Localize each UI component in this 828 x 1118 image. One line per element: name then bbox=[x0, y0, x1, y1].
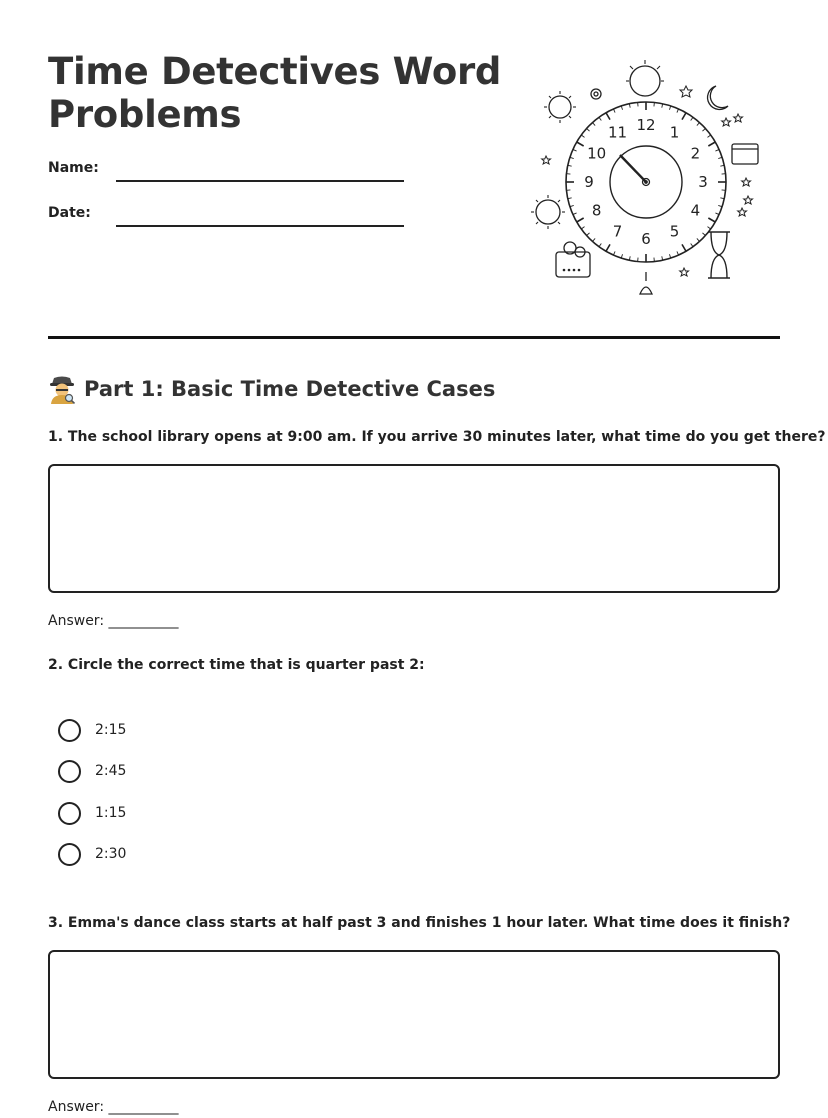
clock-tick bbox=[577, 142, 584, 146]
name-label: Name: bbox=[48, 160, 99, 176]
option-1-15[interactable] bbox=[58, 801, 126, 825]
clock-tick bbox=[606, 244, 610, 251]
clock-tick bbox=[577, 218, 584, 222]
clock-number: 3 bbox=[698, 173, 708, 191]
clock-tick bbox=[715, 149, 719, 151]
clock-tick bbox=[697, 238, 700, 241]
option-2-15[interactable] bbox=[58, 718, 126, 742]
clock-tick bbox=[573, 149, 577, 151]
radio-circle[interactable] bbox=[58, 760, 81, 783]
clock-number: 12 bbox=[636, 116, 656, 134]
clock-tick bbox=[669, 254, 670, 258]
clock-tick bbox=[715, 213, 719, 215]
radio-circle[interactable] bbox=[58, 802, 81, 825]
clock-tick bbox=[613, 251, 615, 255]
question-1: 1. The school library opens at 9:00 am. If you arrive 30 minutes later, what time do you get there? bbox=[48, 429, 826, 445]
question-3-work-box[interactable] bbox=[48, 950, 780, 1079]
clock-number: 6 bbox=[641, 230, 651, 248]
clock-tick bbox=[599, 243, 601, 246]
clock-tick bbox=[682, 113, 686, 120]
clock-tick bbox=[691, 243, 693, 246]
clock-tick bbox=[718, 205, 722, 206]
clock-tick bbox=[697, 123, 700, 126]
question-1-answer[interactable]: Answer: __________ bbox=[48, 613, 179, 629]
clock-tick bbox=[702, 128, 705, 131]
clock-number: 8 bbox=[591, 201, 602, 220]
clock-tick bbox=[677, 109, 679, 113]
clock-number: 1 bbox=[669, 123, 680, 142]
clock-tick bbox=[691, 117, 693, 120]
option-label: 2:30 bbox=[95, 846, 127, 862]
clock-tick bbox=[613, 109, 615, 113]
clock-tick bbox=[592, 123, 595, 126]
option-label: 2:15 bbox=[95, 722, 127, 738]
radio-circle[interactable] bbox=[58, 719, 81, 742]
date-line[interactable] bbox=[116, 225, 404, 227]
clock-tick bbox=[621, 254, 622, 258]
clock-number: 9 bbox=[584, 173, 594, 191]
clock-number: 10 bbox=[587, 144, 607, 163]
section-divider bbox=[48, 336, 780, 339]
clock-number: 4 bbox=[690, 201, 701, 220]
clock-number: 7 bbox=[612, 222, 623, 241]
clock-tick bbox=[599, 117, 601, 120]
question-2: 2. Circle the correct time that is quarter past 2: bbox=[48, 657, 425, 673]
title-line-2: Problems bbox=[48, 93, 242, 136]
name-line[interactable] bbox=[116, 180, 404, 182]
part1-heading-text: Part 1: Basic Time Detective Cases bbox=[84, 377, 496, 401]
clock-tick bbox=[570, 205, 574, 206]
clock-tick bbox=[621, 106, 622, 110]
option-label: 2:45 bbox=[95, 763, 127, 779]
clock-number: 11 bbox=[607, 123, 628, 142]
clock-tick bbox=[587, 233, 590, 236]
clock-tick bbox=[718, 157, 722, 158]
option-label: 1:15 bbox=[95, 805, 127, 821]
question-3-answer[interactable]: Answer: __________ bbox=[48, 1099, 179, 1115]
clock-tick bbox=[592, 238, 595, 241]
part1-heading bbox=[48, 374, 495, 404]
clock-illustration-icon bbox=[526, 56, 766, 300]
clock-number: 5 bbox=[669, 222, 680, 241]
clock-tick bbox=[581, 227, 584, 229]
clock-tick bbox=[669, 106, 670, 110]
radio-circle[interactable] bbox=[58, 843, 81, 866]
clock-tick bbox=[587, 128, 590, 131]
question-1-work-box[interactable] bbox=[48, 464, 780, 593]
name-field[interactable] bbox=[48, 160, 408, 184]
clock-tick bbox=[707, 135, 710, 137]
option-2-30[interactable] bbox=[58, 842, 126, 866]
clock-tick bbox=[707, 227, 710, 229]
clock-tick bbox=[702, 233, 705, 236]
detective-icon bbox=[48, 374, 76, 404]
clock-tick bbox=[581, 135, 584, 137]
clock-tick bbox=[606, 113, 610, 120]
worksheet-title bbox=[48, 50, 518, 136]
clock-tick bbox=[677, 251, 679, 255]
date-field[interactable] bbox=[48, 205, 408, 229]
date-label: Date: bbox=[48, 205, 91, 221]
clock-tick bbox=[682, 244, 686, 251]
clock-tick bbox=[570, 157, 574, 158]
clock-tick bbox=[708, 142, 715, 146]
question-3: 3. Emma's dance class starts at half past 3 and finishes 1 hour later. What time does it finish? bbox=[48, 915, 791, 931]
clock-tick bbox=[708, 218, 715, 222]
clock-tick bbox=[573, 213, 577, 215]
clock-number: 2 bbox=[690, 144, 701, 163]
option-2-45[interactable] bbox=[58, 759, 126, 783]
title-line-1: Time Detectives Word bbox=[48, 50, 502, 93]
